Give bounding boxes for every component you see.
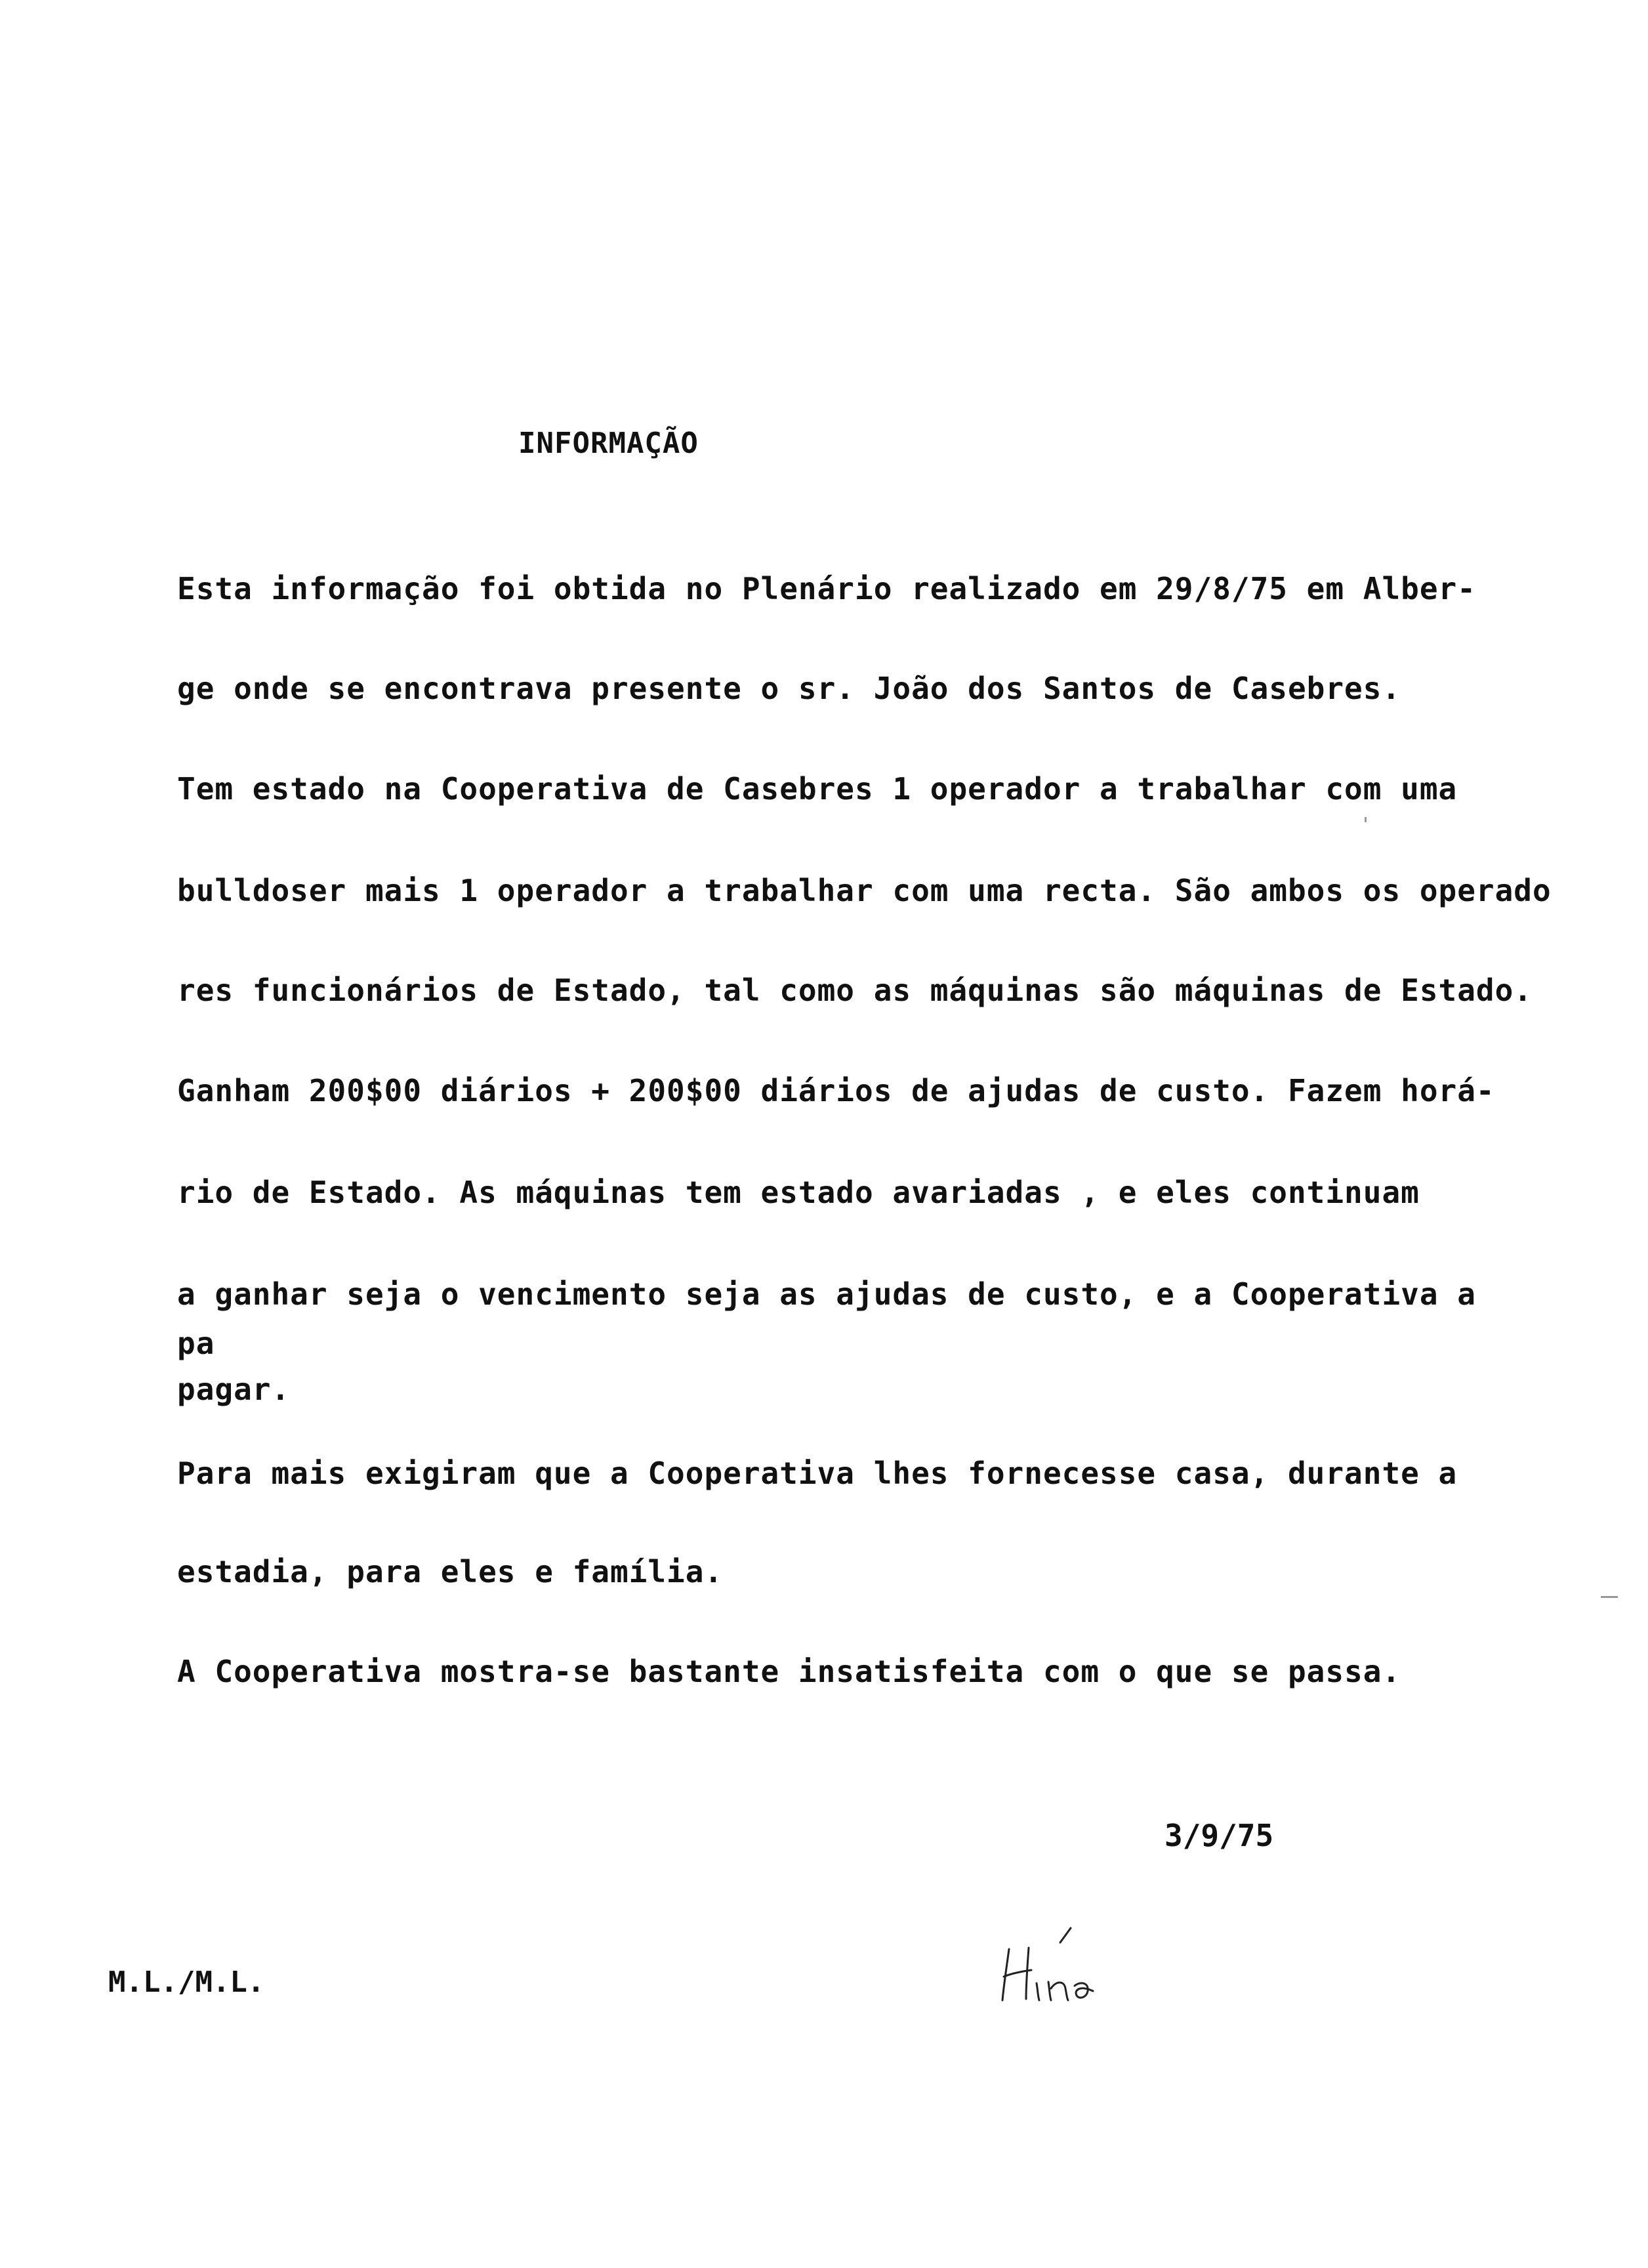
- body-line-9: pa: [177, 1326, 215, 1361]
- body-line-3: Tem estado na Cooperativa de Casebres 1 operador a trabalhar com uma: [177, 771, 1458, 807]
- body-line-12: estadia, para eles e família.: [177, 1554, 724, 1589]
- body-line-7: rio de Estado. As máquinas tem estado avariadas , e eles continuam: [177, 1175, 1420, 1210]
- document-date: 3/9/75: [1164, 1818, 1274, 1853]
- handwritten-signature: [997, 1923, 1142, 2008]
- document-title: INFORMAÇÃO: [518, 427, 699, 460]
- body-line-2: ge onde se encontrava presente o sr. João dos Santos de Casebres.: [177, 671, 1401, 706]
- body-line-13: A Cooperativa mostra-se bastante insatisfeita com o que se passa.: [177, 1654, 1401, 1689]
- author-initials: M.L./M.L.: [108, 1965, 265, 1999]
- scan-speck: [1365, 817, 1367, 822]
- body-line-1: Esta informação foi obtida no Plenário realizado em 29/8/75 em Alber-: [177, 571, 1476, 606]
- body-line-5: res funcionários de Estado, tal como as máquinas são máquinas de Estado.: [177, 973, 1533, 1008]
- body-line-10: pagar.: [177, 1372, 291, 1407]
- scan-speck: [1601, 1596, 1618, 1598]
- body-line-8: a ganhar seja o vencimento seja as ajudas de custo, e a Cooperativa a: [177, 1276, 1476, 1312]
- body-line-4: bulldoser mais 1 operador a trabalhar com uma recta. São ambos os operado: [177, 873, 1552, 908]
- body-line-11: Para mais exigiram que a Cooperativa lhes fornecesse casa, durante a: [177, 1456, 1458, 1491]
- body-line-6: Ganham 200$00 diários + 200$00 diários de ajudas de custo. Fazem horá-: [177, 1073, 1495, 1108]
